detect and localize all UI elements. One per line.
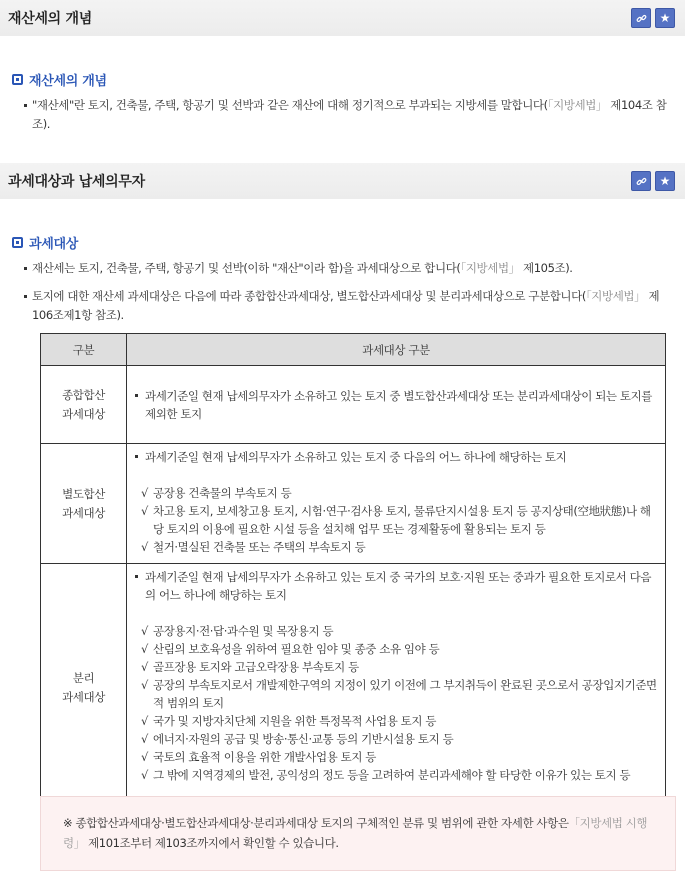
list-item: √ 국가 및 지방자치단체 지원을 위한 특정목적 사업용 토지 등 (141, 714, 437, 728)
table-row (41, 564, 666, 812)
list-item: √ 산림의 보호육성을 위하여 필요한 임야 및 종중 소유 임야 등 (141, 642, 440, 656)
list-item: √ 그 밖에 지역경제의 발전, 공익성의 정도 등을 고려하여 분리과세해야 할 타당한 이유가 있는 토지 등 (141, 768, 631, 782)
list-item: √ 공장용 건축물의 부속토지 등 (141, 486, 292, 500)
section-title: 재산세의 개념 (8, 11, 92, 27)
list-item: √ 에너지·자원의 공급 및 방송·통신·교통 등의 기반시설용 토지 등 (141, 732, 454, 746)
star-icon[interactable]: ★ (655, 8, 675, 28)
check-icon: √ (141, 642, 148, 656)
section-title: 과세대상과 납세의무자 (8, 174, 145, 190)
lead-text: 과세기준일 현재 납세의무자가 소유하고 있는 토지 중 다음의 어느 하나에 해당하는 토지 (135, 448, 657, 466)
section-header-concept (0, 0, 685, 36)
concept-paragraph: "재산세"란 토지, 건축물, 주택, 항공기 및 선박과 같은 재산에 대해 정기적으로 부과되는 지방세를 말합니다(「지방세법」 제104조 참조). (32, 96, 672, 134)
link-icon[interactable] (631, 171, 651, 191)
table-header-row (41, 334, 666, 366)
list-item: √ 차고용 토지, 보세창고용 토지, 시험·연구·검사용 토지, 물류단지시설용 토지 등 공지상태(空地狀態)나 해당 토지의 이용에 필요한 시설 등을 설치해 업무 또는 경제활동에 활용되는 토지 등 (141, 504, 651, 536)
table-row (41, 366, 666, 444)
check-icon: √ (141, 750, 148, 764)
list-item: √ 공장의 부속토지로서 개발제한구역의 지정이 있기 이전에 그 부지취득이 완료된 곳으로서 공장입지기준면적 범위의 토지 (141, 678, 657, 710)
check-icon: √ (141, 660, 148, 674)
check-icon: √ (141, 624, 148, 638)
check-icon: √ (141, 540, 148, 554)
sub-heading-concept (12, 70, 107, 89)
description-cell (127, 366, 666, 444)
check-icon: √ (141, 504, 148, 518)
star-icon[interactable]: ★ (655, 171, 675, 191)
lead-text: 과세기준일 현재 납세의무자가 소유하고 있는 토지 중 별도합산과세대상 또는 분리과세대상이 되는 토지를 제외한 토지 (135, 387, 657, 423)
law-reference: 「지방세법」 (547, 98, 608, 112)
target-paragraph-1: 재산세는 토지, 건축물, 주택, 항공기 및 선박(이하 "재산"이라 함)을 과세대상으로 합니다(「지방세법」 제105조). (32, 259, 672, 278)
list-item: √ 국토의 효율적 이용을 위한 개발사업용 토지 등 (141, 750, 377, 764)
list-item: √ 골프장용 토지와 고급오락장용 부속토지 등 (141, 660, 359, 674)
section-header-taxation (0, 163, 685, 199)
check-icon: √ (141, 678, 148, 692)
table-header: 과세대상 구분 (127, 334, 666, 366)
law-reference: 「지방세법 시행령」 (63, 816, 648, 850)
law-reference: 「지방세법」 (460, 261, 520, 275)
list-item: √ 공장용지·전·답·과수원 및 목장용지 등 (141, 624, 334, 638)
lead-text: 과세기준일 현재 납세의무자가 소유하고 있는 토지 중 국가의 보호·지원 또는 중과가 필요한 토지로서 다음의 어느 하나에 해당하는 토지 (135, 568, 657, 604)
list-item: √ 철거·멸실된 건축물 또는 주택의 부속토지 등 (141, 540, 366, 554)
note-box: ※ 종합합산과세대상·별도합산과세대상·분리과세대상 토지의 구체적인 분류 및 범위에 관한 자세한 사항은「지방세법 시행령」 제101조부터 제103조까지에서 확인할 수 있습니다. (40, 796, 676, 871)
sub-heading-target (12, 233, 78, 252)
tax-category-table (40, 333, 666, 812)
note-text: ※ 종합합산과세대상·별도합산과세대상·분리과세대상 토지의 구체적인 분류 및 범위에 관한 자세한 사항은 (63, 816, 569, 830)
description-cell (127, 564, 666, 812)
category-cell: 분리 과세대상 (41, 564, 127, 812)
target-paragraph-2: 토지에 대한 재산세 과세대상은 다음에 따라 종합합산과세대상, 별도합산과세대상 및 분리과세대상으로 구분합니다(「지방세법」 제106조제1항 참조). (32, 287, 672, 325)
category-cell: 별도합산 과세대상 (41, 444, 127, 564)
description-cell (127, 444, 666, 564)
table-row (41, 444, 666, 564)
table-header: 구분 (41, 334, 127, 366)
check-icon: √ (141, 486, 148, 500)
link-icon[interactable] (631, 8, 651, 28)
square-bullet-icon (12, 74, 23, 85)
sub-heading-text: 과세대상 (29, 237, 79, 252)
square-bullet-icon (12, 237, 23, 248)
category-cell: 종합합산 과세대상 (41, 366, 127, 444)
sub-heading-text: 재산세의 개념 (29, 74, 107, 89)
law-reference: 「지방세법」 (585, 289, 646, 303)
check-icon: √ (141, 732, 148, 746)
check-icon: √ (141, 768, 148, 782)
check-icon: √ (141, 714, 148, 728)
